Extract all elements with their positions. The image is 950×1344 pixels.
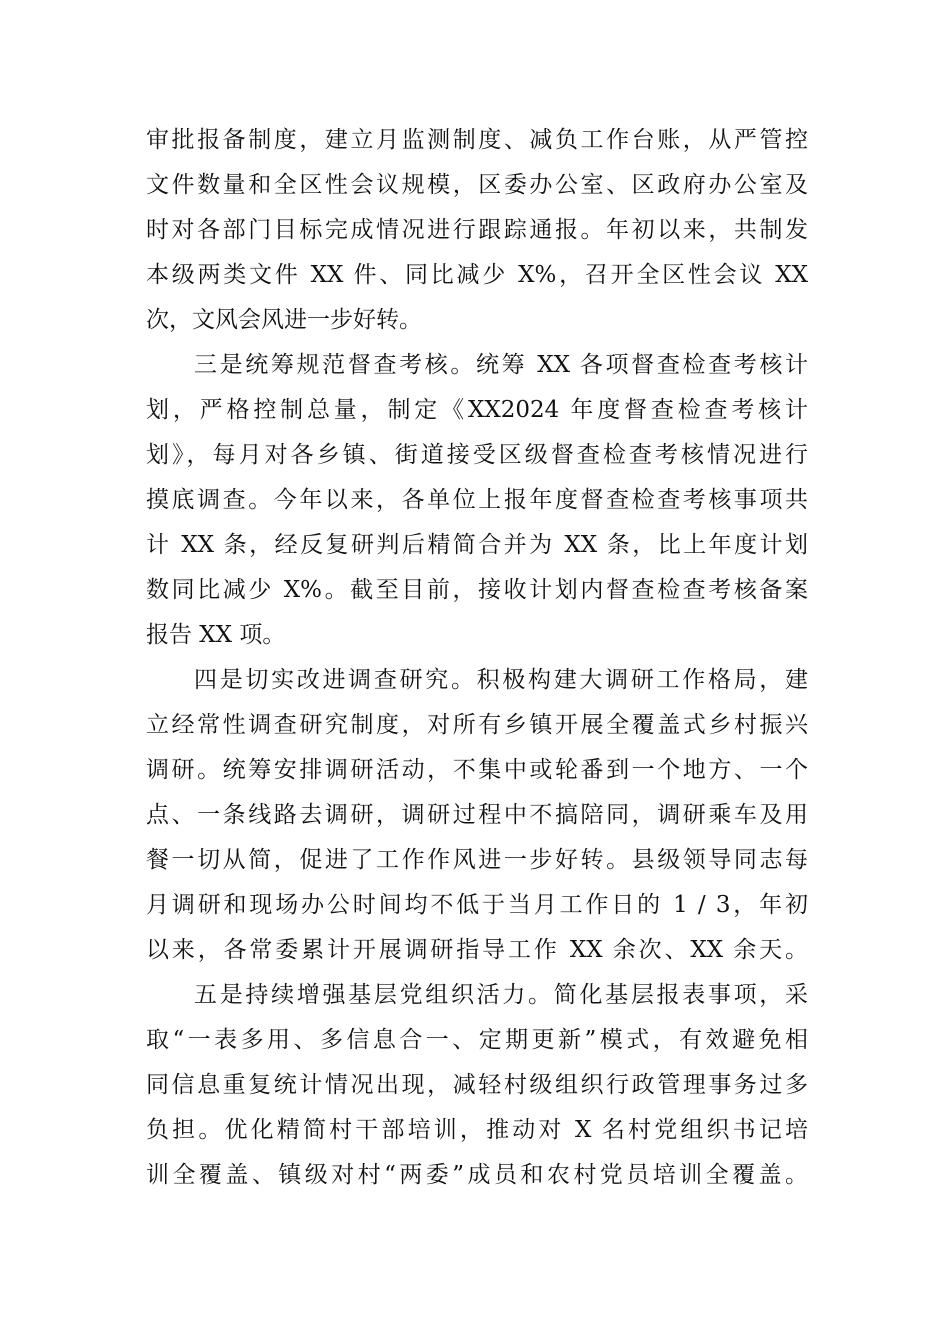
text-line: 报告 XX 项。 (146, 622, 286, 648)
text-line: 调研。统筹安排调研活动，不集中或轮番到一个地方、一个 (146, 757, 808, 783)
text-line: 摸底调查。今年以来，各单位上报年度督查检查考核事项共 (146, 487, 808, 513)
text-line: 同信息重复统计情况出现，减轻村级组织行政管理事务过多 (146, 1072, 808, 1098)
text-line: 训全覆盖、镇级对村“两委”成员和农村党员培训全覆盖。 (146, 1162, 808, 1188)
text-line: 划，严格控制总量，制定《XX2024 年度督查检查考核计 (146, 397, 808, 423)
paragraph-5-heading-line: 五是持续增强基层党组织活力。简化基层报表事项，采 (194, 982, 808, 1008)
paragraph-3-heading-line: 三是统筹规范督查考核。统筹 XX 各项督查检查考核计 (194, 352, 808, 378)
text-line: 月调研和现场办公时间均不低于当月工作日的 1 / 3，年初 (146, 892, 808, 918)
text-line: 取“一表多用、多信息合一、定期更新”模式，有效避免相 (146, 1027, 808, 1053)
paragraph-4-heading-line: 四是切实改进调查研究。积极构建大调研工作格局，建 (194, 667, 808, 693)
text-line: 本级两类文件 XX 件、同比减少 X%，召开全区性会议 XX (146, 262, 808, 288)
text-line: 划》，每月对各乡镇、街道接受区级督查检查考核情况进行 (146, 442, 808, 468)
text-line: 立经常性调查研究制度，对所有乡镇开展全覆盖式乡村振兴 (146, 712, 808, 738)
text-line: 审批报备制度，建立月监测制度、减负工作台账，从严管控 (146, 127, 808, 153)
text-line: 以来，各常委累计开展调研指导工作 XX 余次、XX 余天。 (146, 937, 808, 963)
text-line: 时对各部门目标完成情况进行跟踪通报。年初以来，共制发 (146, 217, 808, 243)
text-line: 负担。优化精简村干部培训，推动对 X 名村党组织书记培 (146, 1117, 808, 1143)
text-line: 餐一切从简，促进了工作作风进一步好转。县级领导同志每 (146, 847, 808, 873)
text-line: 文件数量和全区性会议规模，区委办公室、区政府办公室及 (146, 172, 808, 198)
text-line: 点、一条线路去调研，调研过程中不搞陪同，调研乘车及用 (146, 802, 808, 828)
document-body (146, 118, 808, 1198)
text-line: 次，文风会风进一步好转。 (146, 307, 422, 333)
text-line: 数同比减少 X%。截至目前，接收计划内督查检查考核备案 (146, 577, 808, 603)
text-line: 计 XX 条，经反复研判后精简合并为 XX 条，比上年度计划 (146, 532, 808, 558)
